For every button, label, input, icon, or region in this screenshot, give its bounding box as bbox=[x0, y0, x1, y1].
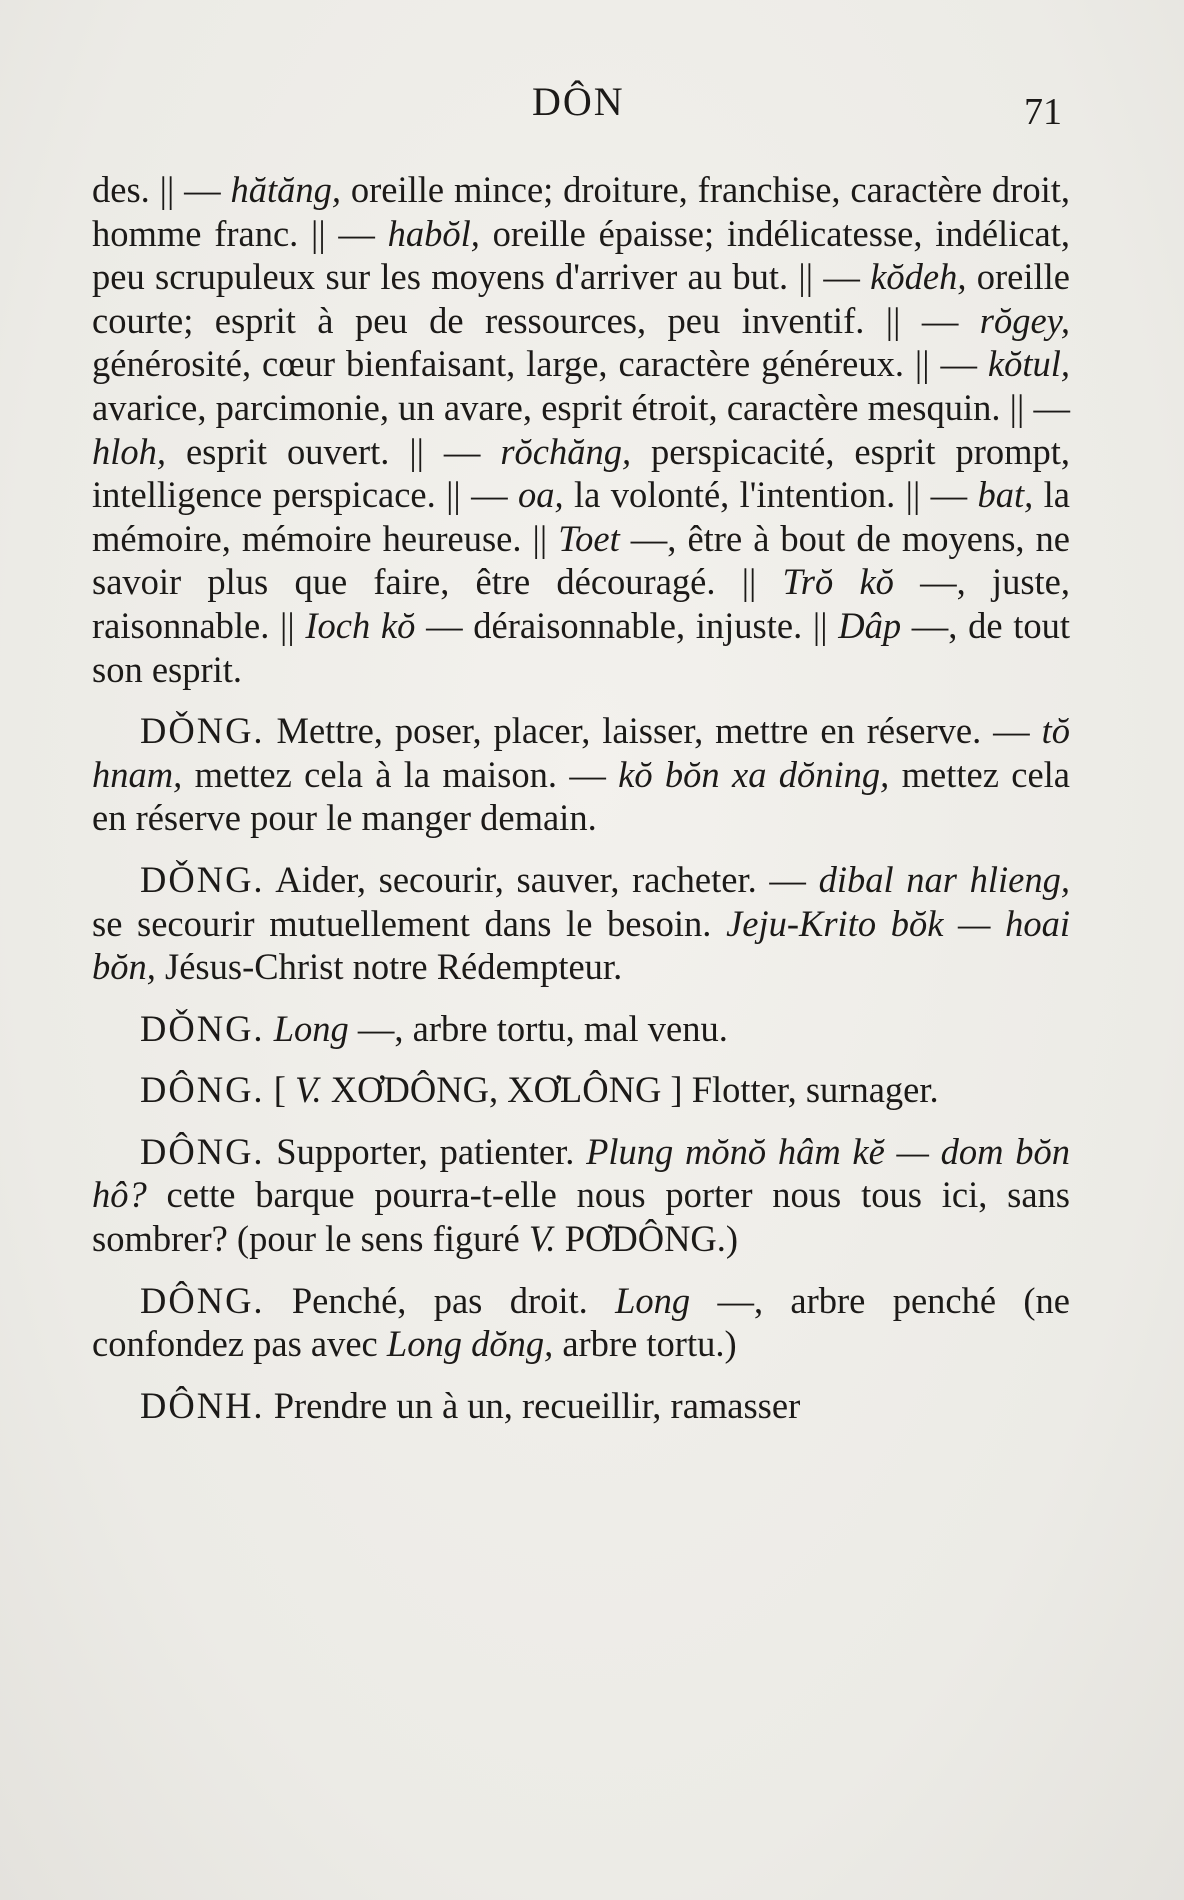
text-segment: oreille mince; droiture, franchise, caractère droit, homme franc. || — bbox=[92, 169, 1070, 254]
vietnamese-term: Ioch kŏ bbox=[305, 604, 416, 646]
text-segment: mettez cela à la maison. — bbox=[182, 753, 619, 795]
text-segment: Supporter, patienter. bbox=[264, 1130, 587, 1172]
entry-dong-penche bbox=[92, 1279, 1070, 1366]
vietnamese-term: Long bbox=[615, 1279, 691, 1321]
continued-entry-paragraph bbox=[92, 168, 1070, 691]
headword: DǑNG. bbox=[140, 710, 265, 752]
headword: DǑNG. bbox=[140, 1007, 265, 1049]
entry-dong-flotter bbox=[92, 1068, 1070, 1112]
text-segment: XƠDÔNG, XƠLÔNG ] Flotter, surnager. bbox=[321, 1069, 939, 1111]
text-segment: la mémoire, mémoire heureuse. || bbox=[92, 474, 1071, 559]
text-segment bbox=[265, 1008, 274, 1049]
vietnamese-term: V. bbox=[528, 1218, 556, 1260]
text-segment: esprit ouvert. || — bbox=[166, 430, 501, 472]
vietnamese-term: Trŏ kŏ bbox=[782, 561, 894, 603]
text-segment: Jésus-Christ notre Rédempteur. bbox=[155, 946, 623, 988]
text-segment: —, arbre penché (ne confondez pas avec bbox=[92, 1279, 1070, 1365]
dictionary-text bbox=[92, 168, 1070, 1427]
vietnamese-term: habŏl, bbox=[387, 212, 480, 254]
page-header bbox=[0, 78, 1184, 133]
entry-dong-aider bbox=[92, 858, 1070, 989]
vietnamese-term: hătăng, bbox=[230, 169, 342, 210]
vietnamese-term: Toet bbox=[558, 517, 620, 559]
text-segment: PƠDÔNG.) bbox=[555, 1218, 739, 1260]
text-segment: la volonté, l'intention. || — bbox=[563, 474, 978, 516]
running-head: DÔN bbox=[532, 79, 625, 124]
text-segment: se secourir mutuellement dans le besoin. bbox=[92, 902, 727, 944]
text-segment: [ bbox=[264, 1069, 295, 1111]
vietnamese-term: Long bbox=[273, 1007, 349, 1049]
vietnamese-term: Jeju-Krito bŏk — hoai bŏn, bbox=[92, 902, 1071, 988]
vietnamese-term: kŏ bŏn xa dŏning, bbox=[618, 753, 890, 795]
text-segment: perspicacité, esprit prompt, intelligence perspicace. || — bbox=[92, 430, 1071, 516]
text-segment: générosité, cœur bienfaisant, large, caractère généreux. || — bbox=[92, 343, 988, 385]
text-segment: mettez cela en réserve pour le manger demain. bbox=[92, 753, 1070, 839]
headword: DÔNG. bbox=[140, 1130, 265, 1172]
text-segment: Mettre, poser, placer, laisser, mettre en réserve. — bbox=[264, 710, 1042, 752]
text-segment: oreille courte; esprit à peu de ressources, peu inventif. || — bbox=[92, 256, 1071, 341]
vietnamese-term: hloh, bbox=[92, 430, 167, 472]
vietnamese-term: V. bbox=[294, 1069, 322, 1111]
text-segment: —, arbre tortu, mal venu. bbox=[348, 1007, 728, 1049]
text-segment: des. || — bbox=[92, 169, 231, 210]
text-segment: —, de tout son esprit. bbox=[92, 604, 1071, 690]
entry-dong-supporter bbox=[92, 1130, 1070, 1261]
vietnamese-term: tŏ hnam, bbox=[92, 710, 1070, 795]
entry-donh bbox=[92, 1384, 1070, 1428]
page-number: 71 bbox=[1024, 91, 1062, 133]
text-segment: arbre tortu.) bbox=[553, 1323, 737, 1365]
entry-dong-tortu bbox=[92, 1007, 1070, 1051]
vietnamese-term: Long dŏng, bbox=[386, 1323, 554, 1365]
text-segment: Penché, pas droit. bbox=[264, 1279, 616, 1321]
headword: DÔNH. bbox=[140, 1384, 265, 1426]
vietnamese-term: Plung mŏnŏ hâm kĕ — dom bŏn hô? bbox=[92, 1130, 1070, 1216]
vietnamese-term: rŏgey, bbox=[979, 299, 1070, 341]
vietnamese-term: Dâp bbox=[838, 604, 902, 646]
text-segment: avarice, parcimonie, un avare, esprit étroit, caractère mesquin. || — bbox=[92, 386, 1070, 428]
vietnamese-term: bat, bbox=[977, 474, 1034, 516]
text-segment: oreille épaisse; indélicatesse, indélicat, peu scrupuleux sur les moyens d'arriver au but. || — bbox=[92, 212, 1070, 298]
text-segment: cette barque pourra-t-elle nous porter nous tous ici, sans sombrer? (pour le sens figuré bbox=[92, 1174, 1070, 1260]
text-segment: — déraisonnable, injuste. || bbox=[415, 604, 839, 646]
vietnamese-term: dibal nar hlieng, bbox=[818, 858, 1071, 900]
headword: DÔNG. bbox=[140, 1279, 265, 1321]
text-segment: —, être à bout de moyens, ne savoir plus que faire, être découragé. || bbox=[92, 517, 1071, 603]
vietnamese-term: rŏchăng, bbox=[500, 430, 632, 472]
vietnamese-term: kŏdeh, bbox=[870, 256, 967, 298]
vietnamese-term: kŏtul, bbox=[987, 343, 1070, 385]
headword: DÔNG. bbox=[140, 1069, 265, 1111]
entry-dong-mettre bbox=[92, 709, 1070, 840]
text-segment: —, juste, raisonnable. || bbox=[92, 561, 1070, 646]
text-segment: Prendre un à un, recueillir, ramasser bbox=[264, 1384, 801, 1426]
headword: DǑNG. bbox=[140, 858, 265, 900]
vietnamese-term: oa, bbox=[517, 474, 564, 516]
text-segment: Aider, secourir, sauver, racheter. — bbox=[264, 858, 819, 900]
